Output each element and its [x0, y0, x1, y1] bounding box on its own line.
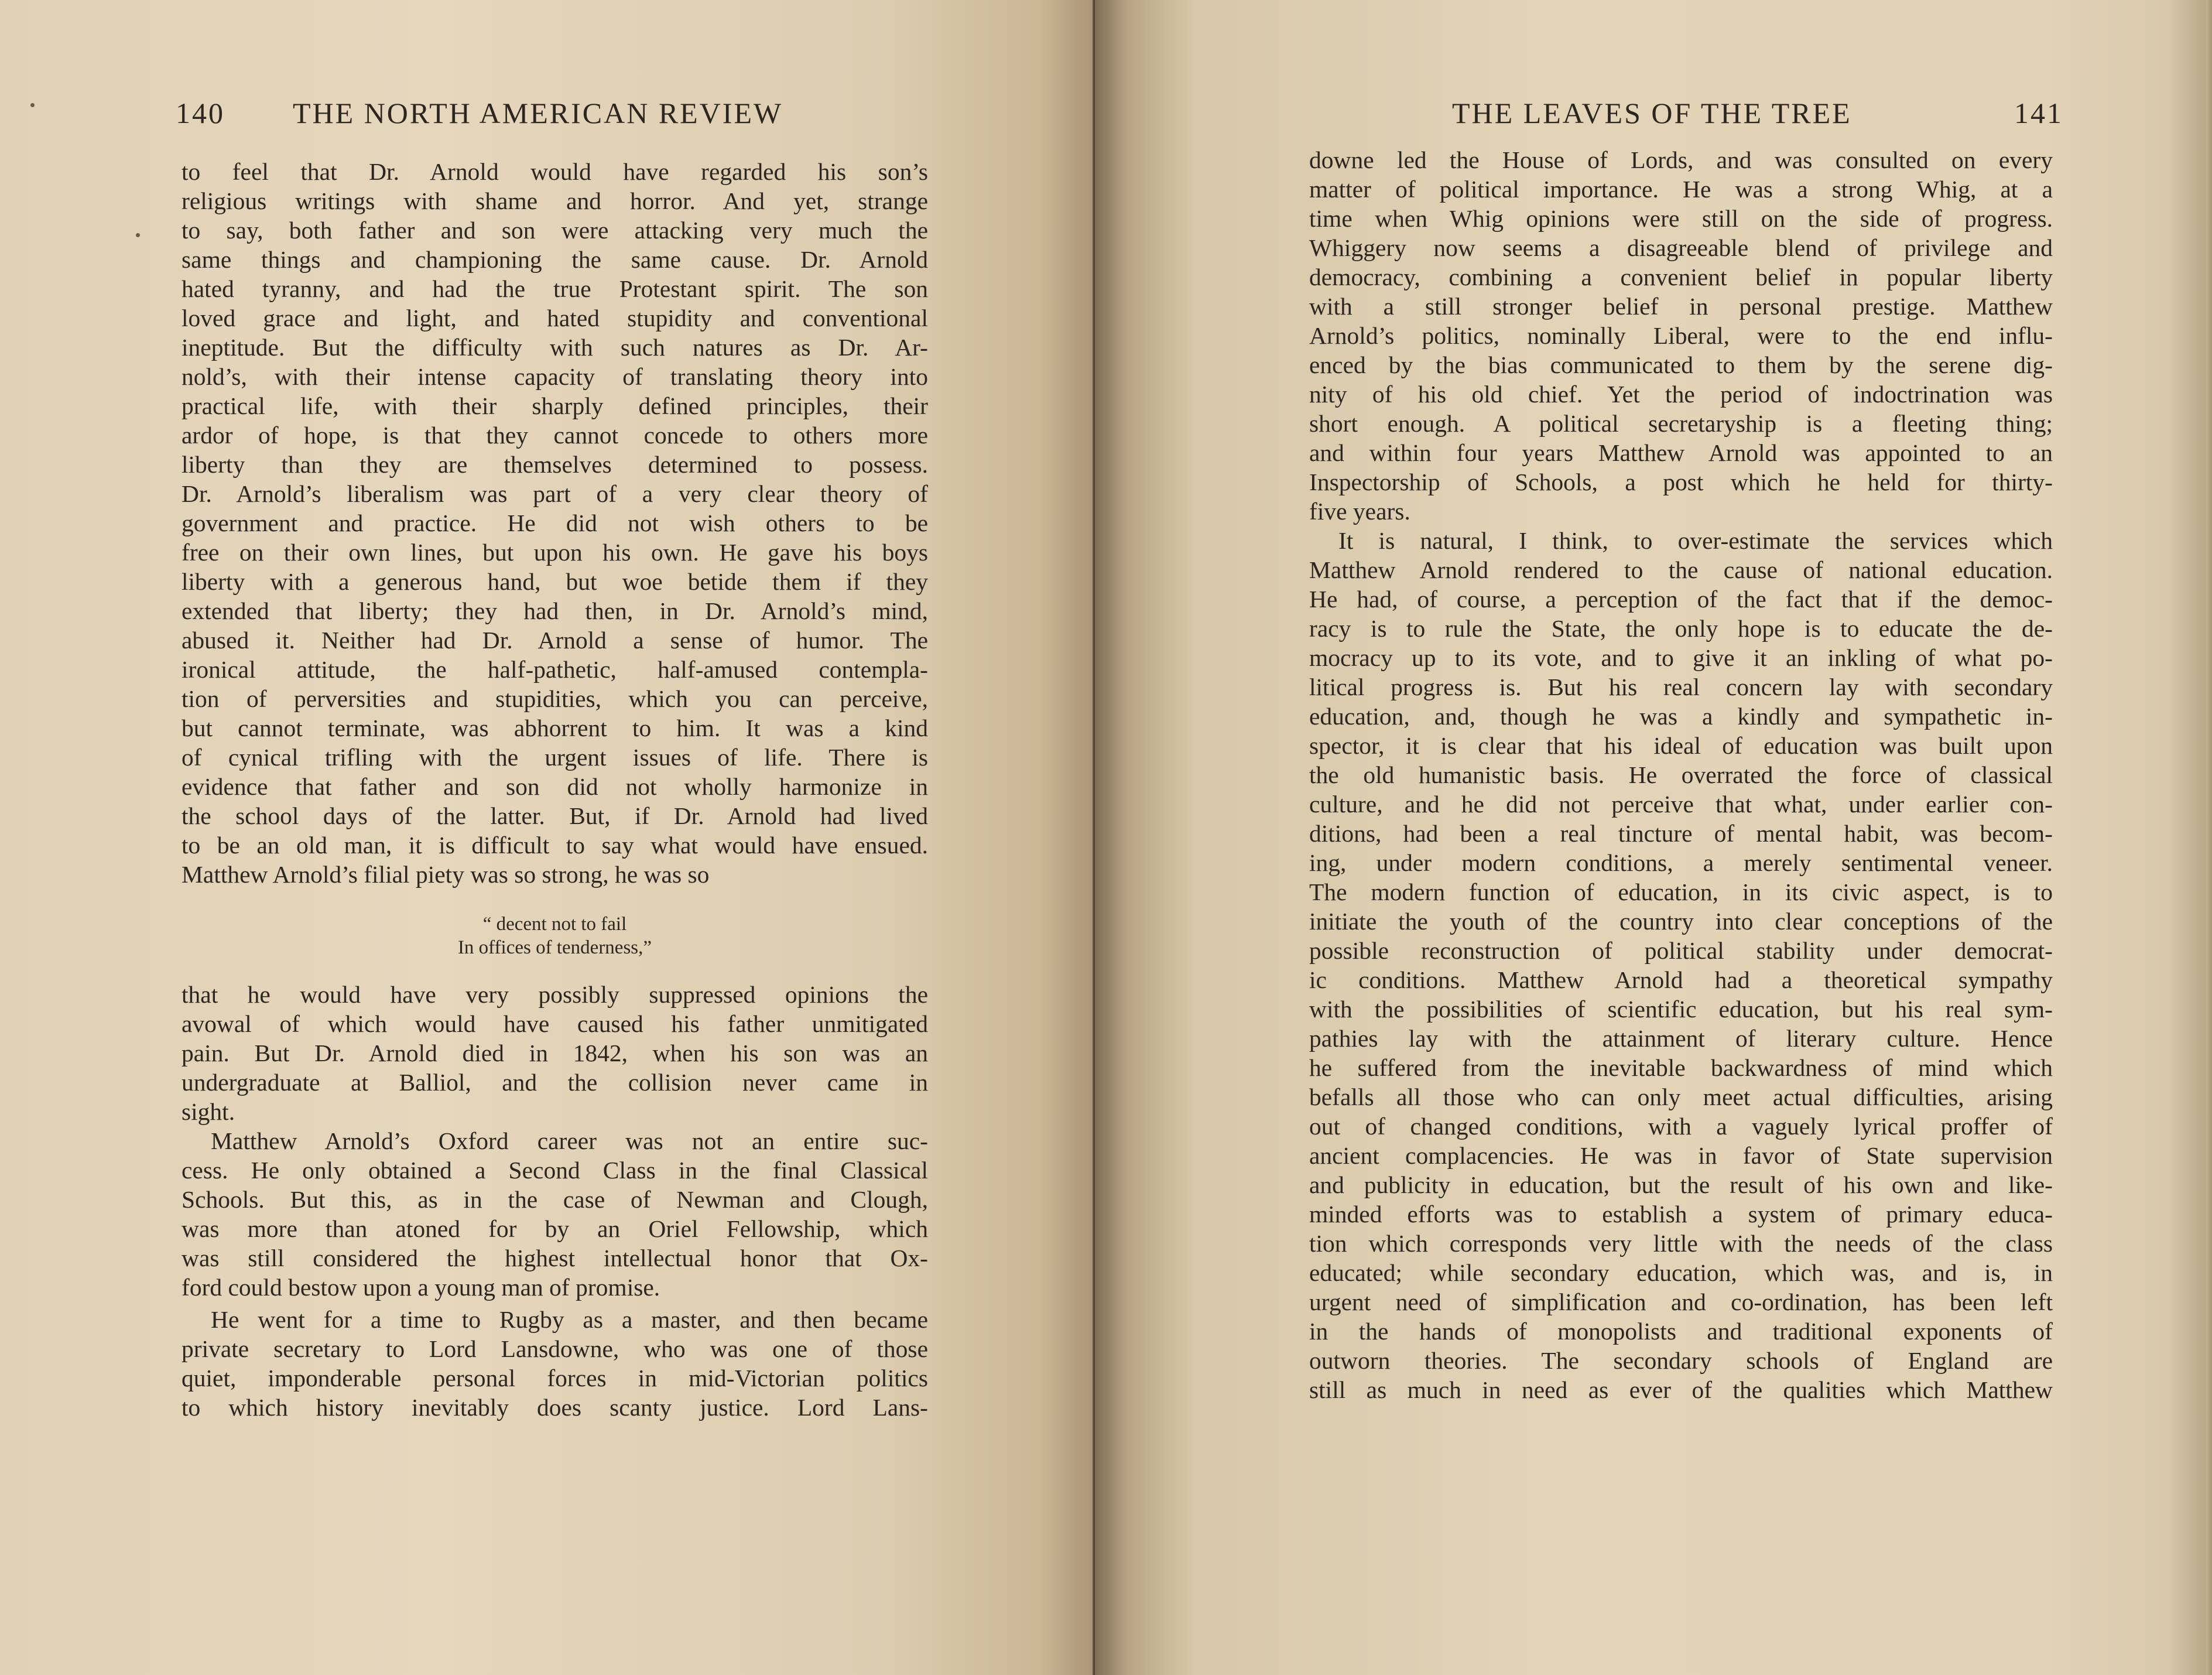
left-paragraph-1 [182, 157, 928, 889]
text-line: Matthew Arnold’s Oxford career was not an entire suc- [211, 1127, 928, 1154]
left-page [0, 0, 1095, 1675]
text-line: mocracy up to its vote, and to give it an inkling of what po- [1309, 644, 2053, 671]
text-line: spector, it is clear that his ideal of education was built upon [1309, 732, 2053, 759]
text-line: the old humanistic basis. He overrated the force of classical [1309, 761, 2053, 788]
left-paragraph-2 [182, 980, 928, 1126]
text-line: liberty than they are themselves determined to possess. [182, 451, 928, 478]
text-line: nold’s, with their intense capacity of translating theory into [182, 363, 928, 390]
quote-line: “ decent not to fail [482, 914, 627, 935]
text-line: time when Whig opinions were still on the side of progress. [1309, 205, 2053, 232]
right-paragraph-1 [1309, 145, 2053, 526]
left-paragraph-3 [182, 1126, 928, 1302]
text-line: ironical attitude, the half-pathetic, half-amused contempla- [182, 656, 928, 683]
text-line: nity of his old chief. Yet the period of indoctrination was [1309, 381, 2053, 408]
right-paragraph-2 [1309, 526, 2053, 1404]
text-line: The modern function of education, in its civic aspect, is to [1309, 878, 2053, 905]
text-line: Inspectorship of Schools, a post which he held for thirty- [1309, 469, 2053, 495]
text-line: pathies lay with the attainment of literary culture. Hence [1309, 1025, 2053, 1052]
text-line: hated tyranny, and had the true Protestant spirit. The son [182, 275, 928, 302]
text-line: It is natural, I think, to over-estimate the services which [1338, 527, 2053, 554]
text-line: quiet, imponderable personal forces in mid-Victorian politics [182, 1365, 928, 1392]
text-line: ic conditions. Matthew Arnold had a theoretical sympathy [1309, 966, 2053, 993]
text-line: that he would have very possibly suppressed opinions the [182, 981, 928, 1008]
block-quote [182, 912, 928, 959]
text-line: same things and championing the same cause. Dr. Arnold [182, 246, 928, 273]
text-line: to say, both father and son were attacking very much the [182, 217, 928, 244]
text-line: possible reconstruction of political stability under democrat- [1309, 937, 2053, 964]
right-running-title: THE LEAVES OF THE TREE [1452, 97, 1852, 129]
text-line: Arnold’s politics, nominally Liberal, were to the end influ- [1309, 322, 2053, 349]
text-line: Whiggery now seems a disagreeable blend of privilege and [1309, 234, 2053, 261]
text-line: ardor of hope, is that they cannot concede to others more [182, 422, 928, 449]
text-line: but cannot terminate, was abhorrent to him. It was a kind [182, 715, 928, 741]
text-line: ford could bestow upon a young man of promise. [182, 1274, 660, 1301]
text-line: pain. But Dr. Arnold died in 1842, when his son was an [182, 1040, 928, 1066]
right-page [1095, 0, 2212, 1675]
text-line: ancient complacencies. He was in favor of State supervision [1309, 1142, 2053, 1169]
text-line: to feel that Dr. Arnold would have regarded his son’s [182, 158, 928, 185]
text-line: tion which corresponds very little with the needs of the class [1309, 1230, 2053, 1257]
text-line: undergraduate at Balliol, and the collision never came in [182, 1069, 928, 1096]
text-line: loved grace and light, and hated stupidity and conventional [182, 305, 928, 331]
text-line: avowal of which would have caused his father unmitigated [182, 1010, 928, 1037]
text-line: liberty with a generous hand, but woe betide them if they [182, 568, 928, 595]
text-line: outworn theories. The secondary schools of England are [1309, 1347, 2053, 1374]
text-line: abused it. Neither had Dr. Arnold a sense of humor. The [182, 627, 928, 654]
text-line: evidence that father and son did not wholly harmonize in [182, 773, 928, 800]
text-line: He had, of course, a perception of the fact that if the democ- [1309, 586, 2053, 613]
text-line: minded efforts was to establish a system of primary educa- [1309, 1201, 2053, 1228]
text-line: of cynical trifling with the urgent issues of life. There is [182, 744, 928, 771]
text-line: ditions, had been a real tincture of mental habit, was becom- [1309, 820, 2053, 847]
text-line: out of changed conditions, with a vaguely lyrical proffer of [1309, 1113, 2053, 1140]
text-line: education, and, though he was a kindly and sympathetic in- [1309, 703, 2053, 730]
text-line: He went for a time to Rugby as a master, and then became [211, 1306, 928, 1333]
text-line: religious writings with shame and horror. And yet, strange [182, 187, 928, 214]
text-line: free on their own lines, but upon his own. He gave his boys [182, 539, 928, 566]
text-line: cess. He only obtained a Second Class in the final Classical [182, 1157, 928, 1184]
text-line: educated; while secondary education, which was, and is, in [1309, 1259, 2053, 1286]
text-line: to be an old man, it is difficult to say what would have ensued. [182, 832, 928, 859]
text-line: and within four years Matthew Arnold was appointed to an [1309, 439, 2053, 466]
page-edge [2206, 0, 2212, 1675]
right-running-head [1452, 97, 2063, 129]
text-line: in the hands of monopolists and traditional exponents of [1309, 1318, 2053, 1345]
text-line: extended that liberty; they had then, in Dr. Arnold’s mind, [182, 597, 928, 624]
text-line: five years. [1309, 498, 1410, 525]
text-line: befalls all those who can only meet actual difficulties, arising [1309, 1083, 2053, 1110]
text-line: practical life, with their sharply defined principles, their [182, 392, 928, 419]
text-line: the school days of the latter. But, if Dr. Arnold had lived [182, 802, 928, 829]
text-line: was still considered the highest intellectual honor that Ox- [182, 1245, 928, 1271]
text-line: government and practice. He did not wish others to be [182, 510, 928, 536]
left-paragraph-4 [182, 1305, 928, 1422]
text-line: ineptitude. But the difficulty with such natures as Dr. Ar- [182, 334, 928, 361]
text-line: racy is to rule the State, the only hope is to educate the de- [1309, 615, 2053, 642]
text-line: tion of perversities and stupidities, which you can perceive, [182, 685, 928, 712]
text-line: and publicity in education, but the result of his own and like- [1309, 1171, 2053, 1198]
text-line: Matthew Arnold rendered to the cause of national education. [1309, 556, 2053, 583]
text-line: with a still stronger belief in personal prestige. Matthew [1309, 293, 2053, 320]
text-line: downe led the House of Lords, and was consulted on every [1309, 146, 2053, 173]
text-line: culture, and he did not perceive that what, under earlier con- [1309, 791, 2053, 818]
text-line: initiate the youth of the country into clear conceptions of the [1309, 908, 2053, 935]
paper-speck [30, 103, 35, 107]
left-running-title: THE NORTH AMERICAN REVIEW [293, 97, 783, 129]
text-line: enced by the bias communicated to them by the serene dig- [1309, 351, 2053, 378]
right-page-number: 141 [2014, 97, 2063, 129]
text-line: democracy, combining a convenient belief in popular liberty [1309, 264, 2053, 290]
text-line: short enough. A political secretaryship is a fleeting thing; [1309, 410, 2053, 437]
text-line: litical progress is. But his real concern lay with secondary [1309, 674, 2053, 700]
text-line: was more than atoned for by an Oriel Fellowship, which [182, 1215, 928, 1242]
text-line: still as much in need as ever of the qualities which Matthew [1309, 1376, 2053, 1403]
quote-line: In offices of tenderness,” [457, 937, 652, 958]
text-line: urgent need of simplification and co-ordination, has been left [1309, 1288, 2053, 1315]
text-line: private secretary to Lord Lansdowne, who was one of those [182, 1335, 928, 1362]
text-line: Matthew Arnold’s filial piety was so strong, he was so [182, 861, 710, 888]
text-line: Schools. But this, as in the case of Newman and Clough, [182, 1186, 928, 1213]
text-line: ing, under modern conditions, a merely sentimental veneer. [1309, 849, 2053, 876]
text-line: to which history inevitably does scanty justice. Lord Lans- [182, 1394, 928, 1421]
left-running-head [176, 98, 783, 128]
text-line: he suffered from the inevitable backwardness of mind which [1309, 1054, 2053, 1081]
text-line: matter of political importance. He was a strong Whig, at a [1309, 176, 2053, 203]
text-line: sight. [182, 1098, 235, 1125]
text-line: with the possibilities of scientific education, but his real sym- [1309, 996, 2053, 1023]
left-page-number: 140 [176, 97, 225, 129]
paper-speck [136, 233, 140, 237]
text-line: Dr. Arnold’s liberalism was part of a very clear theory of [182, 480, 928, 507]
